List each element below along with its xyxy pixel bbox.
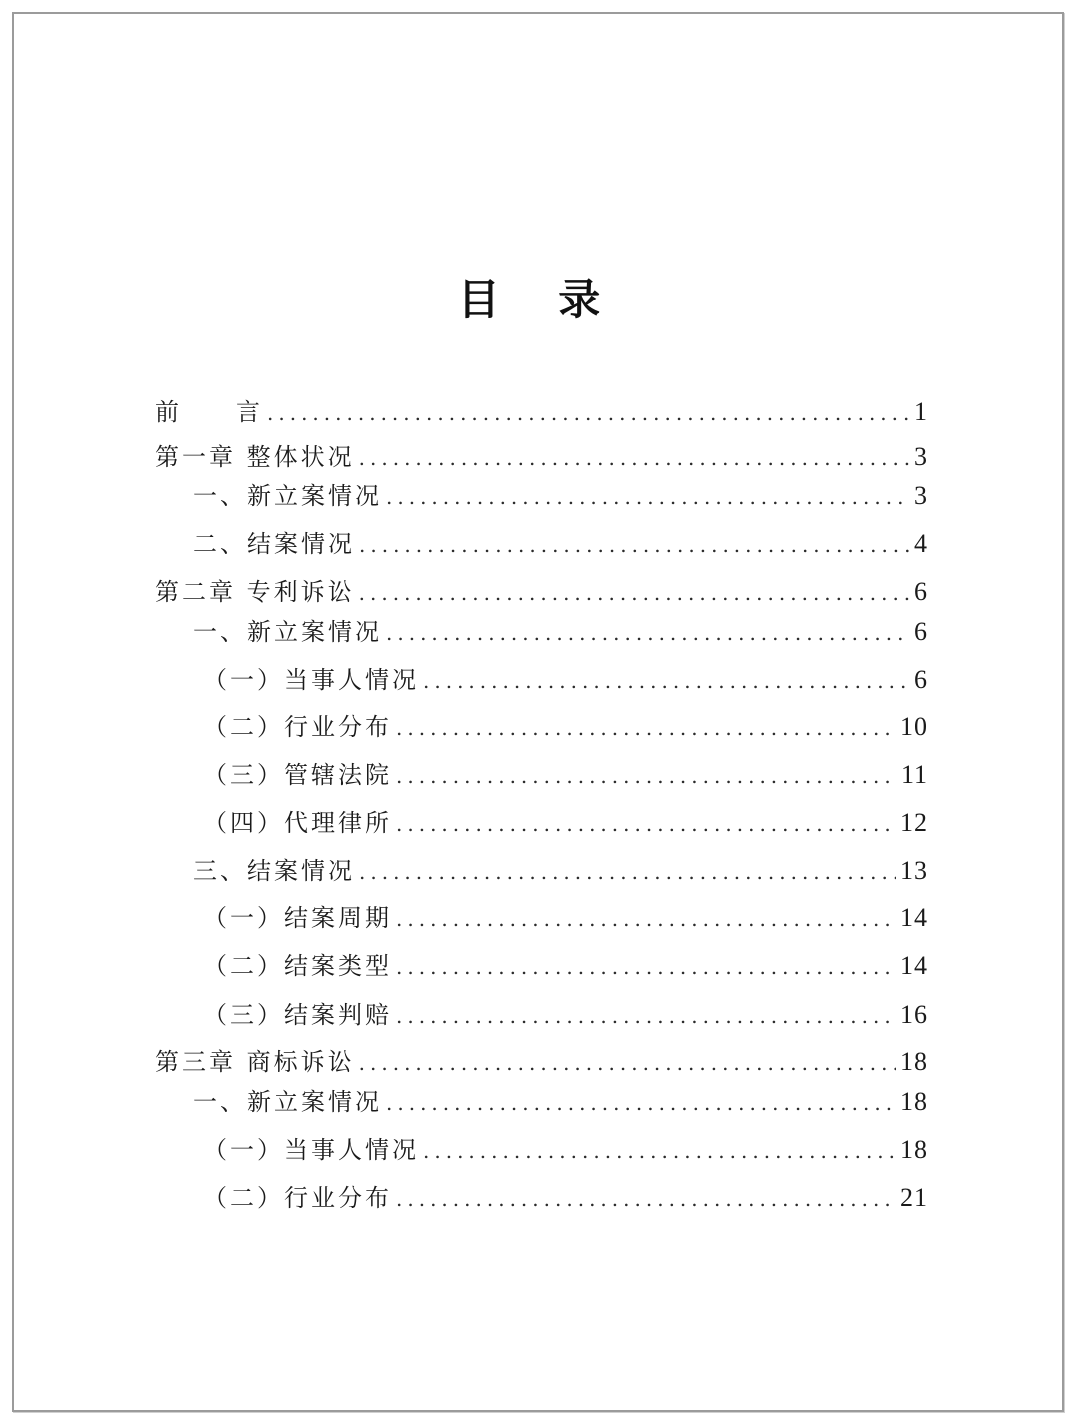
dot-leader xyxy=(386,1087,896,1119)
dot-leader xyxy=(396,903,896,935)
toc-entry-subsection[interactable] xyxy=(203,902,928,935)
toc-entry-section[interactable] xyxy=(193,616,928,649)
toc-entry-label: 一、新立案情况 xyxy=(193,618,382,646)
toc-entry-label: 二、结案情况 xyxy=(193,530,355,558)
dot-leader xyxy=(396,1000,896,1032)
toc-entry-label: 前 言 xyxy=(155,398,263,426)
toc-entry-section[interactable] xyxy=(193,480,928,513)
dot-leader xyxy=(396,808,896,840)
dot-leader xyxy=(396,712,896,744)
dot-leader xyxy=(359,577,910,609)
toc-entry-subsection[interactable] xyxy=(203,759,928,792)
dot-leader xyxy=(359,442,910,474)
toc-entry-preface[interactable] xyxy=(155,396,928,429)
toc-entry-section[interactable] xyxy=(193,1086,928,1119)
toc-entry-page: 16 xyxy=(900,1000,928,1029)
toc-entry-page: 6 xyxy=(914,617,928,646)
toc-entry-page: 13 xyxy=(900,856,928,885)
toc-entry-label: 第三章 商标诉讼 xyxy=(155,1048,355,1076)
toc-entry-subsection[interactable] xyxy=(203,950,928,983)
toc-entry-label: 一、新立案情况 xyxy=(193,482,382,510)
dot-leader xyxy=(359,1047,896,1079)
toc-entry-page: 14 xyxy=(900,951,928,980)
dot-leader xyxy=(423,1135,896,1167)
dot-leader xyxy=(386,617,910,649)
toc-entry-page: 6 xyxy=(914,577,928,606)
toc-entry-page: 3 xyxy=(914,481,928,510)
dot-leader xyxy=(396,760,897,792)
toc-entry-page: 14 xyxy=(900,903,928,932)
toc-entry-subsection[interactable] xyxy=(203,1134,928,1167)
toc-entry-chapter-2[interactable] xyxy=(155,576,928,609)
toc-entry-subsection[interactable] xyxy=(203,711,928,744)
toc-entry-label: （一）结案周期 xyxy=(203,904,392,932)
toc-entry-label: （二）行业分布 xyxy=(203,1184,392,1212)
toc-entry-page: 21 xyxy=(900,1183,928,1212)
toc-entry-chapter-1[interactable] xyxy=(155,441,928,474)
toc-title: 目 录 xyxy=(457,275,623,324)
toc-entry-label: （三）管辖法院 xyxy=(203,761,392,789)
toc-entry-section[interactable] xyxy=(193,855,928,888)
toc-entry-label: 第一章 整体状况 xyxy=(155,443,355,471)
dot-leader xyxy=(359,529,910,561)
toc-entry-page: 1 xyxy=(914,397,928,426)
toc-entry-label: 一、新立案情况 xyxy=(193,1088,382,1116)
toc-entry-chapter-3[interactable] xyxy=(155,1046,928,1079)
toc-entry-page: 18 xyxy=(900,1047,928,1076)
toc-entry-label: （二）行业分布 xyxy=(203,713,392,741)
toc-entry-subsection[interactable] xyxy=(203,664,928,697)
toc-entry-page: 3 xyxy=(914,442,928,471)
toc-entry-label: （三）结案判赔 xyxy=(203,1001,392,1029)
toc-entry-page: 6 xyxy=(914,665,928,694)
dot-leader xyxy=(386,481,910,513)
dot-leader xyxy=(396,951,896,983)
toc-entry-page: 12 xyxy=(900,808,928,837)
toc-entry-page: 10 xyxy=(900,712,928,741)
dot-leader xyxy=(267,397,910,429)
toc-entry-label: 三、结案情况 xyxy=(193,857,355,885)
toc-entry-page: 4 xyxy=(914,529,928,558)
dot-leader xyxy=(423,665,910,697)
dot-leader xyxy=(396,1183,896,1215)
toc-entry-page: 18 xyxy=(900,1135,928,1164)
toc-entry-label: （四）代理律所 xyxy=(203,809,392,837)
toc-entry-subsection[interactable] xyxy=(203,807,928,840)
toc-entry-label: （二）结案类型 xyxy=(203,952,392,980)
toc-entry-label: 第二章 专利诉讼 xyxy=(155,578,355,606)
toc-entry-page: 18 xyxy=(900,1087,928,1116)
toc-entry-label: （一）当事人情况 xyxy=(203,1136,419,1164)
toc-entry-subsection[interactable] xyxy=(203,1182,928,1215)
toc-entry-page: 11 xyxy=(900,760,928,789)
dot-leader xyxy=(359,856,896,888)
toc-entry-section[interactable] xyxy=(193,528,928,561)
toc-entry-subsection[interactable] xyxy=(203,999,928,1032)
toc-entry-label: （一）当事人情况 xyxy=(203,666,419,694)
